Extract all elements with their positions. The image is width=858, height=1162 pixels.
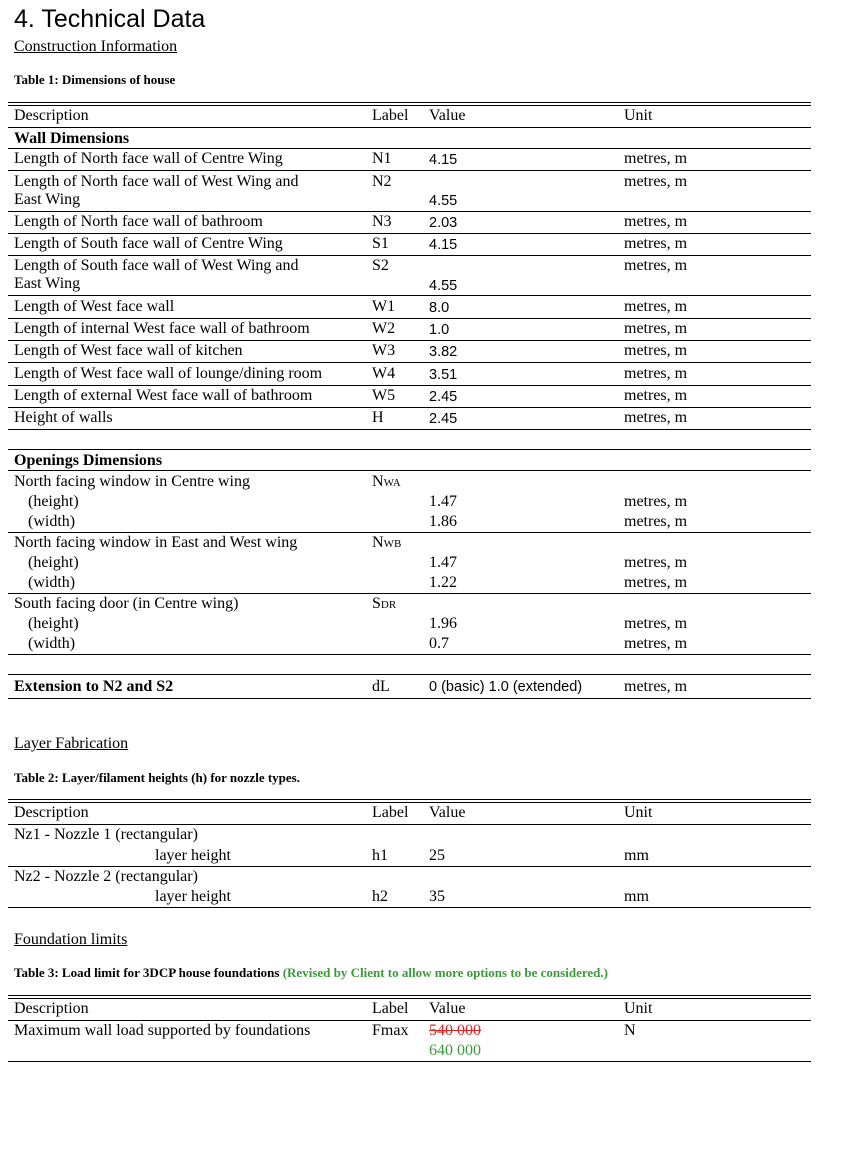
row-value: 8.0 [429,300,450,316]
rule [8,295,811,296]
row-value: 2.03 [429,215,458,231]
rule [8,407,811,408]
rule [8,255,811,256]
nozzle-value: 25 [429,847,445,864]
row-description: Length of external West face wall of bathroom [14,387,313,404]
rule [8,1061,811,1062]
nozzle-unit: mm [624,847,649,864]
opening-height-value: 1.96 [429,615,457,632]
nozzle-unit: mm [624,888,649,905]
table2-header-description: Description [14,804,89,821]
opening-width-unit: metres, m [624,635,688,652]
openings-dimensions-heading: Openings Dimensions [14,452,163,469]
table2-header-label: Label [372,804,409,821]
opening-width-label: (width) [28,635,76,652]
row-description-cont: East Wing [14,275,81,292]
table3-header-label: Label [372,1000,409,1017]
rule [8,470,811,471]
row-description: Length of North face wall of West Wing and [14,173,299,190]
row-description-cont: East Wing [14,191,81,208]
construction-heading: Construction Information [14,38,178,55]
table2-header-value: Value [429,804,466,821]
row-description: Length of West face wall of lounge/dining room [14,365,323,382]
row-unit: metres, m [624,320,688,337]
row-unit: metres, m [624,213,688,230]
foundation-description: Maximum wall load supported by foundations [14,1022,311,1039]
table3-header-unit: Unit [624,1000,653,1017]
row-value: 1.0 [429,322,450,338]
extension-unit: metres, m [624,678,688,695]
extension-label: dL [372,678,390,695]
row-label: W4 [372,365,396,382]
layer-fabrication-heading: Layer Fabrication [14,735,129,752]
row-label: N1 [372,150,392,167]
row-unit: metres, m [624,150,688,167]
extension-description: Extension to N2 and S2 [14,678,174,695]
table1-caption: Table 1: Dimensions of house [14,72,176,87]
opening-height-unit: metres, m [624,493,688,510]
foundation-unit: N [624,1022,636,1039]
opening-width-unit: metres, m [624,513,688,530]
row-description: Height of walls [14,409,113,426]
row-unit: metres, m [624,409,688,426]
opening-width-value: 0.7 [429,635,449,652]
table3-header-description: Description [14,1000,89,1017]
row-unit: metres, m [624,342,688,359]
nozzle-description: Nz1 - Nozzle 1 (rectangular) [14,826,198,843]
table1-header-label: Label [372,107,409,124]
row-label: S2 [372,257,389,274]
row-label: W1 [372,298,396,315]
rule [8,340,811,341]
nozzle-label: h1 [372,847,388,864]
wall-dimensions-heading: Wall Dimensions [14,130,130,147]
nozzle-subdescription: layer height [155,888,231,905]
row-unit: metres, m [624,298,688,315]
table1-header-value: Value [429,107,466,124]
row-unit: metres, m [624,387,688,404]
row-label: H [372,409,384,426]
row-unit: metres, m [624,365,688,382]
row-label: N2 [372,173,392,190]
row-value: 4.55 [429,278,458,294]
opening-height-value: 1.47 [429,493,457,510]
row-value: 2.45 [429,389,458,405]
table2-caption: Table 2: Layer/filament heights (h) for nozzle types. [14,770,300,785]
row-value: 3.82 [429,344,458,360]
opening-width-unit: metres, m [624,574,688,591]
rule [8,362,811,363]
row-description: Length of West face wall [14,298,175,315]
rule [8,654,811,655]
rule [8,211,811,212]
row-label: S1 [372,235,389,252]
extension-value: 0 (basic) 1.0 (extended) [429,679,583,695]
rule [8,170,811,171]
rule [8,1020,811,1021]
foundation-label: Fmax [372,1022,409,1039]
row-label: W5 [372,387,396,404]
row-label: N3 [372,213,392,230]
opening-height-label: (height) [28,615,79,632]
nozzle-subdescription: layer height [155,847,231,864]
rule [8,385,811,386]
rule [8,532,811,533]
nozzle-description: Nz2 - Nozzle 2 (rectangular) [14,868,198,885]
rule [8,429,811,430]
foundation-old-value: 540 000 [429,1022,481,1039]
rule [8,148,811,149]
opening-label: NWB [372,534,402,551]
opening-label: NWA [372,473,401,490]
rule [8,127,811,128]
table1-header-unit: Unit [624,107,653,124]
rule [8,824,811,825]
row-description: Length of North face wall of Centre Wing [14,150,283,167]
row-label: W3 [372,342,396,359]
rule [8,866,811,867]
table1-header-description: Description [14,107,89,124]
row-unit: metres, m [624,173,688,190]
opening-width-value: 1.86 [429,513,457,530]
row-unit: metres, m [624,257,688,274]
row-description: Length of West face wall of kitchen [14,342,243,359]
rule [8,233,811,234]
opening-description: South facing door (in Centre wing) [14,595,239,612]
opening-description: North facing window in East and West wing [14,534,298,551]
rule [8,674,811,675]
row-description: Length of South face wall of Centre Wing [14,235,283,252]
row-label: W2 [372,320,396,337]
row-value: 3.51 [429,367,458,383]
row-unit: metres, m [624,235,688,252]
row-value: 4.55 [429,193,458,209]
rule [8,995,811,999]
opening-width-label: (width) [28,513,76,530]
rule [8,449,811,450]
nozzle-value: 35 [429,888,445,905]
row-value: 4.15 [429,152,458,168]
row-description: Length of internal West face wall of bathroom [14,320,310,337]
table3-header-value: Value [429,1000,466,1017]
row-description: Length of North face wall of bathroom [14,213,263,230]
foundation-new-value: 640 000 [429,1042,481,1059]
rule [8,318,811,319]
row-value: 2.45 [429,411,458,427]
foundation-limits-heading: Foundation limits [14,931,128,948]
opening-height-label: (height) [28,554,79,571]
opening-height-unit: metres, m [624,554,688,571]
opening-label: SDR [372,595,397,612]
row-value: 4.15 [429,237,458,253]
table2-header-unit: Unit [624,804,653,821]
revision-note: (Revised by Client to allow more options to be considered.) [282,965,608,980]
opening-width-label: (width) [28,574,76,591]
opening-height-label: (height) [28,493,79,510]
table1-top-rule [8,102,811,106]
opening-height-value: 1.47 [429,554,457,571]
table3-caption: Table 3: Load limit for 3DCP house foundations (Revised by Client to allow more options to be considered.) [14,965,608,980]
section-title: 4. Technical Data [14,5,206,33]
opening-description: North facing window in Centre wing [14,473,250,490]
row-description: Length of South face wall of West Wing and [14,257,299,274]
rule [8,907,811,908]
opening-height-unit: metres, m [624,615,688,632]
rule [8,698,811,699]
nozzle-label: h2 [372,888,388,905]
rule [8,593,811,594]
rule [8,799,811,803]
opening-width-value: 1.22 [429,574,457,591]
